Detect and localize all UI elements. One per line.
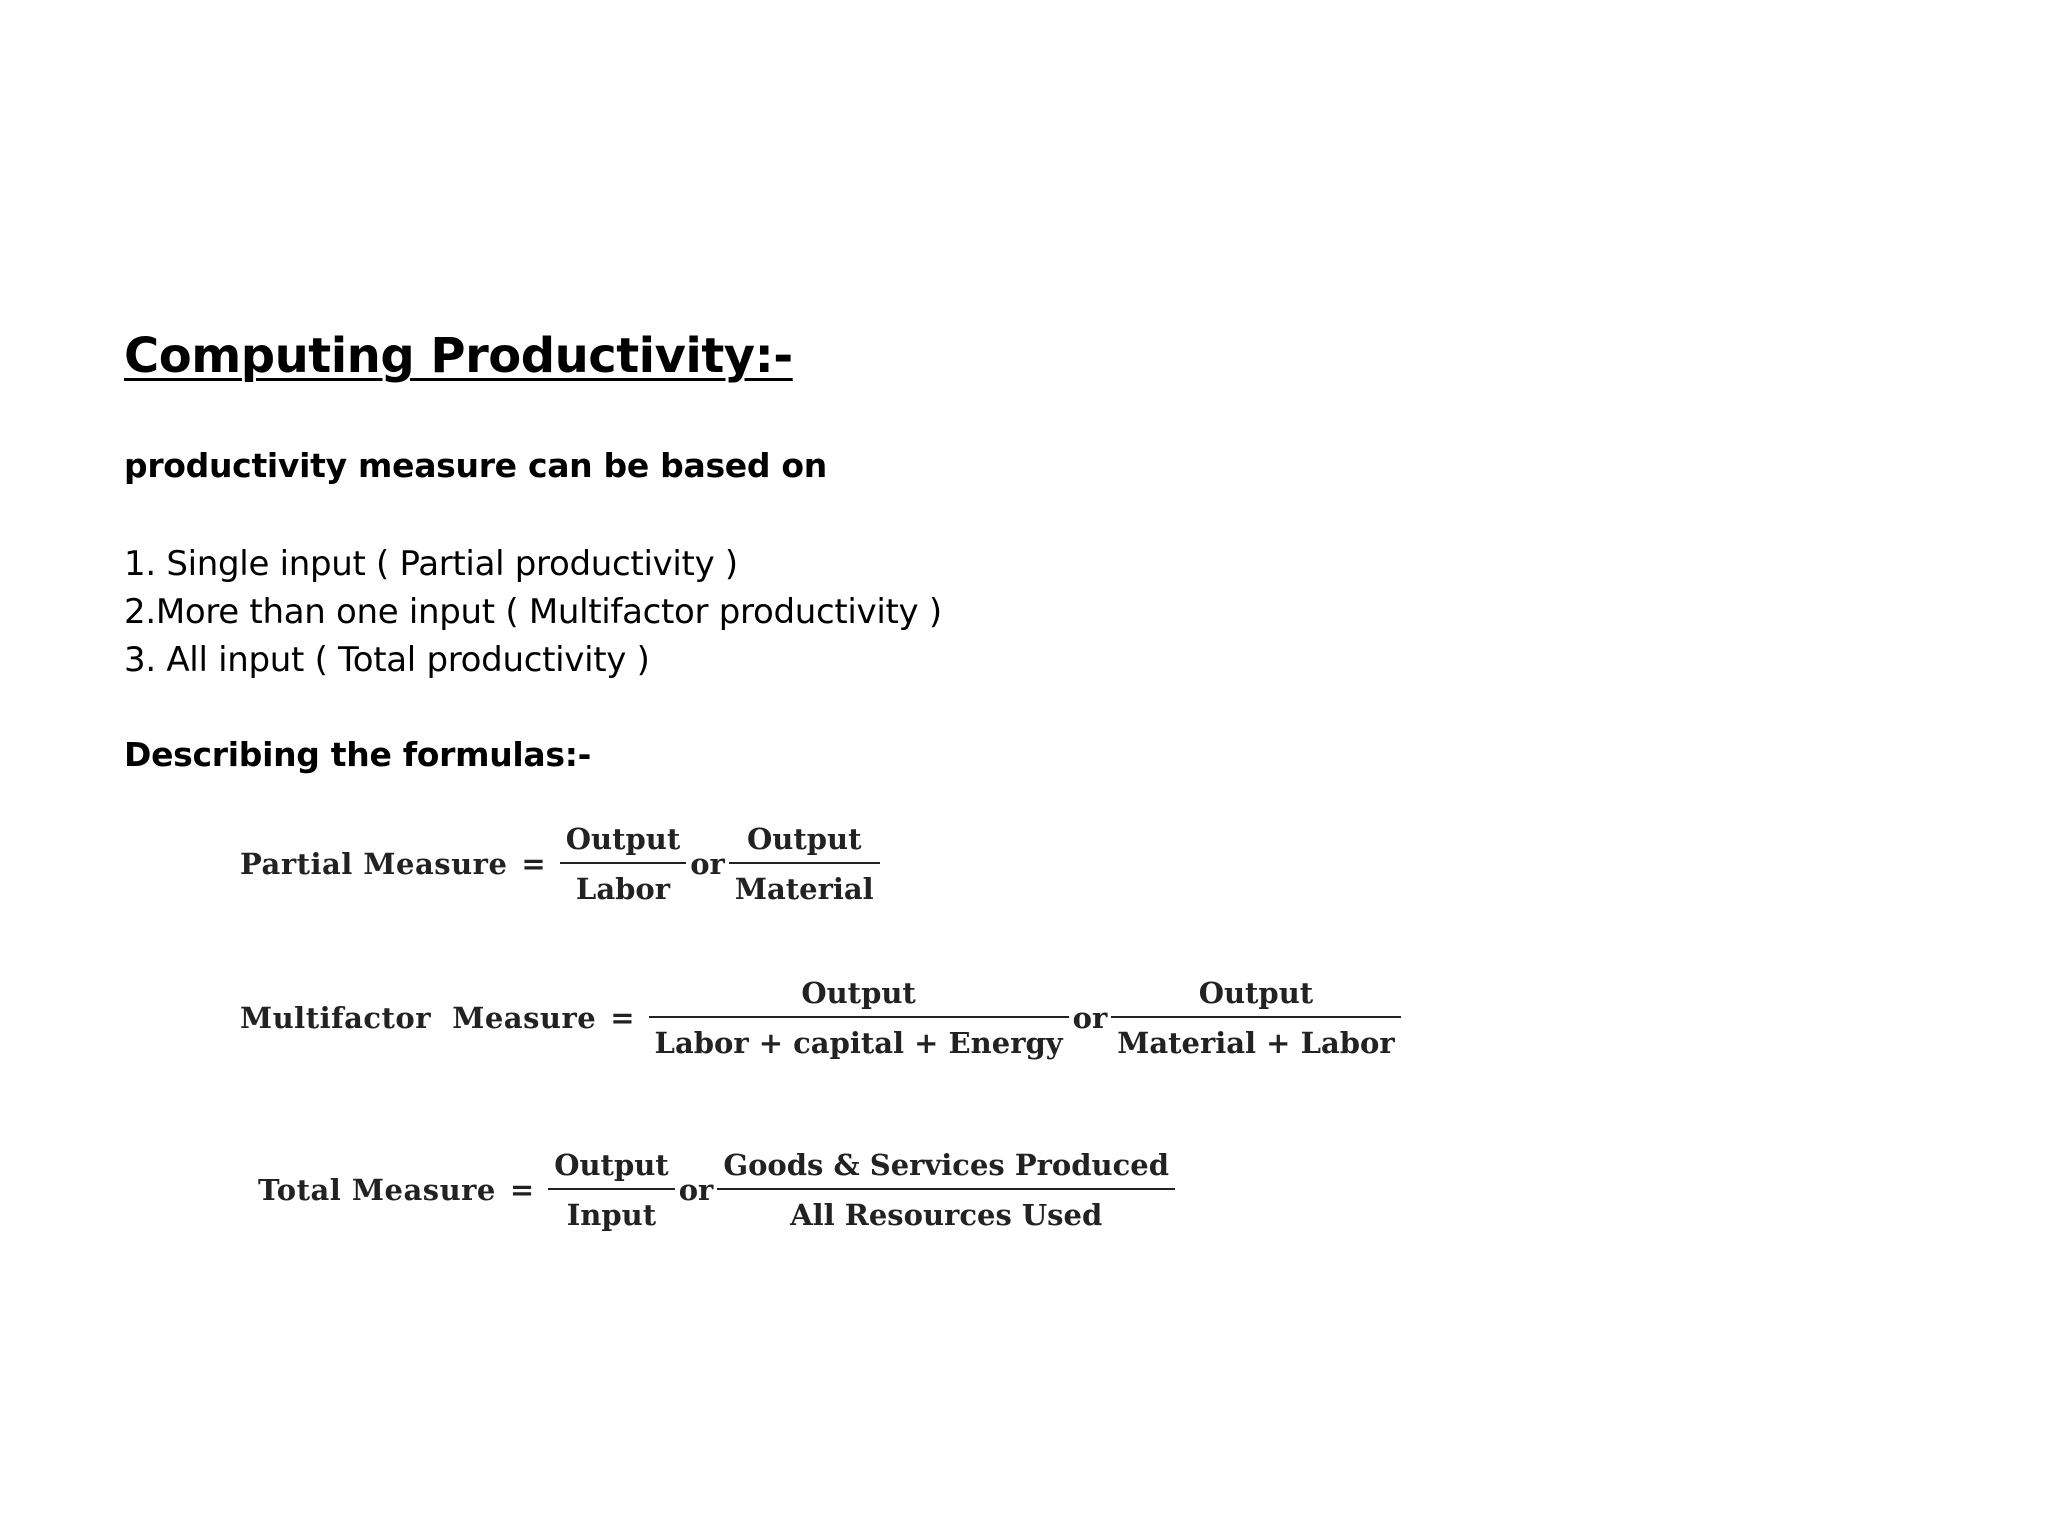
numerator: Output (1111, 976, 1400, 1018)
numerator: Output (729, 822, 880, 864)
numerator: Output (560, 822, 687, 864)
numerator: Output (649, 976, 1069, 1018)
fraction (1111, 976, 1400, 1060)
or-word: or (1072, 1001, 1108, 1035)
intro-text: productivity measure can be based on (124, 446, 827, 485)
denominator: All Resources Used (790, 1198, 1103, 1232)
formulas-heading: Describing the formulas:- (124, 735, 592, 774)
formula-lhs: Total Measure (258, 1173, 496, 1207)
fraction (729, 822, 880, 906)
denominator: Labor (575, 872, 671, 906)
list-item: 3. All input ( Total productivity ) (124, 640, 650, 680)
partial-measure-formula (240, 822, 880, 906)
list-item: 1. Single input ( Partial productivity ) (124, 544, 738, 584)
equals-sign: = (509, 1173, 535, 1207)
or-word: or (690, 847, 725, 881)
fraction (548, 1148, 675, 1232)
denominator: Material (734, 872, 874, 906)
fraction (560, 822, 687, 906)
denominator: Labor + capital + Energy (654, 1026, 1063, 1060)
list-item: 2.More than one input ( Multifactor productivity ) (124, 592, 942, 632)
equals-sign: = (610, 1001, 635, 1035)
slide-title: Computing Productivity:- (124, 328, 793, 384)
fraction (717, 1148, 1175, 1232)
equals-sign: = (521, 847, 546, 881)
or-word: or (678, 1173, 714, 1207)
fraction (649, 976, 1069, 1060)
multifactor-measure-formula (240, 976, 1401, 1060)
total-measure-formula (258, 1148, 1175, 1232)
denominator: Input (566, 1198, 657, 1232)
measure-list (124, 540, 942, 684)
formula-lhs: Partial Measure (240, 847, 508, 881)
numerator: Output (548, 1148, 675, 1190)
numerator: Goods & Services Produced (717, 1148, 1175, 1190)
formula-lhs: Multifactor Measure (240, 1001, 597, 1035)
denominator: Material + Labor (1117, 1026, 1395, 1060)
